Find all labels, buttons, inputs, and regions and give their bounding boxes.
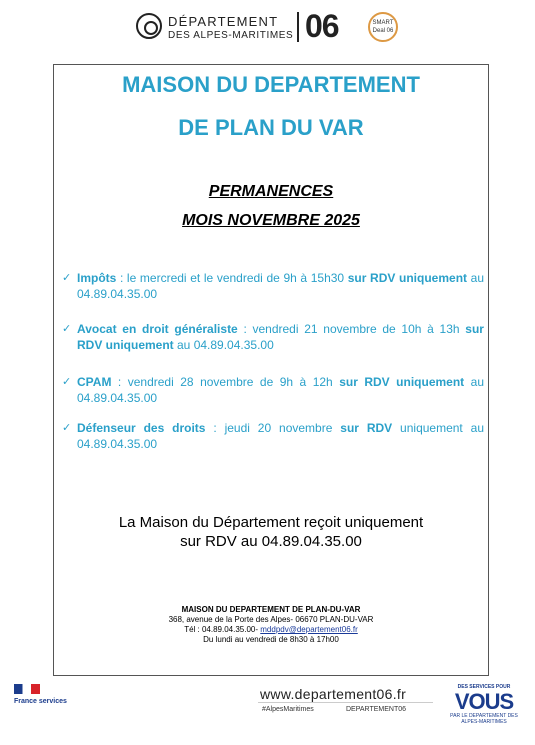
item-name: Avocat en droit généraliste <box>77 322 238 336</box>
subtitle-permanences: PERMANENCES <box>208 183 334 200</box>
page-title-line1: MAISON DU DEPARTEMENT <box>122 72 420 97</box>
smart-deal-badge: SMART Deal 06 <box>368 12 398 42</box>
vous-tagline-top: DES SERVICES POUR <box>457 684 511 690</box>
footer-address <box>53 605 489 645</box>
france-services-label: France services <box>14 698 67 705</box>
department-number: 06 <box>305 8 339 44</box>
footer-email-link[interactable]: mddpdv@departement06.fr <box>260 625 358 634</box>
department-name: DÉPARTEMENT <box>168 14 279 29</box>
vous-logo: VOUS <box>454 689 514 714</box>
website-link[interactable]: www.departement06.fr <box>260 686 407 702</box>
content-frame <box>53 64 489 676</box>
appointment-notice: La Maison du Département reçoit uniquement sur RDV au 04.89.04.35.00 <box>118 514 424 550</box>
footer-tel: Tél : 04.89.04.35.00- <box>184 625 261 634</box>
vous-tagline-bottom: PAR LE DEPARTEMENT DES ALPES-MARITIMES <box>450 713 518 725</box>
page-title-line2: DE PLAN DU VAR <box>178 115 364 140</box>
subtitle-month: MOIS NOVEMBRE 2025 <box>182 212 360 229</box>
bottom-bar <box>0 684 535 745</box>
list-item: ✓ Défenseur des droits : jeudi 20 novembre sur RDV uniquement au 04.89.04.35.00 <box>62 421 484 451</box>
footer-street: 368, avenue de la Porte des Alpes- 06670 PLAN-DU-VAR <box>168 615 374 624</box>
department-emblem-icon <box>136 13 162 39</box>
item-name: Impôts <box>77 271 117 285</box>
check-icon: ✓ <box>62 376 72 388</box>
footer-name: MAISON DU DEPARTEMENT DE PLAN-DU-VAR <box>181 605 361 614</box>
social-handle[interactable]: DEPARTEMENT06 <box>346 706 407 713</box>
list-item: ✓ CPAM : vendredi 28 novembre de 9h à 12h sur RDV uniquement au 04.89.04.35.00 <box>62 375 484 405</box>
x-hashtag[interactable]: #AlpesMaritimes <box>262 706 314 713</box>
check-icon: ✓ <box>62 323 72 335</box>
item-name: Défenseur des droits <box>77 421 206 435</box>
france-flag-icon <box>14 684 40 694</box>
department-subname: DES ALPES-MARITIMES <box>168 30 294 41</box>
check-icon: ✓ <box>62 272 72 284</box>
list-item: ✓ Avocat en droit généraliste : vendredi 21 novembre de 10h à 13h sur RDV uniquement au 04.89.04.35.00 <box>62 322 484 352</box>
logo-divider <box>297 12 299 42</box>
footer-hours: Du lundi au vendredi de 8h30 à 17h00 <box>203 635 339 644</box>
item-name: CPAM <box>77 375 112 389</box>
divider <box>258 702 433 703</box>
header <box>0 10 535 46</box>
check-icon: ✓ <box>62 422 72 434</box>
list-item: ✓ Impôts : le mercredi et le vendredi de 9h à 15h30 sur RDV uniquement au 04.89.04.35.00 <box>62 271 485 301</box>
